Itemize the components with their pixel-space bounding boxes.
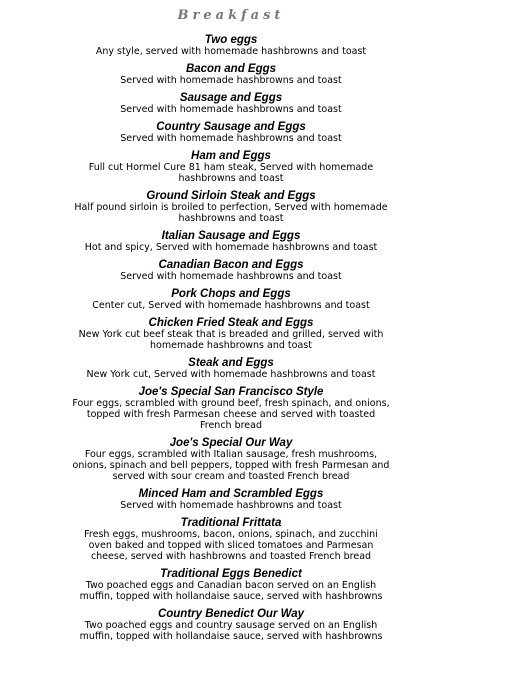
menu-item-name: Two eggs xyxy=(204,34,258,46)
menu-item xyxy=(0,259,462,282)
menu-item xyxy=(0,437,462,482)
menu-item xyxy=(0,517,462,562)
menu-item xyxy=(0,230,462,253)
menu-item xyxy=(0,608,462,642)
menu-item xyxy=(0,190,462,224)
menu-item xyxy=(0,288,462,311)
menu-item-description: Center cut, Served with homemade hashbrowns and toast xyxy=(92,300,370,311)
menu-item-description: Any style, served with homemade hashbrowns and toast xyxy=(95,46,367,57)
section-title: Breakfast xyxy=(177,8,285,23)
menu-item-name: Chicken Fried Steak and Eggs xyxy=(148,317,314,329)
menu-item-name: Italian Sausage and Eggs xyxy=(161,230,301,242)
menu-item-description: Served with homemade hashbrowns and toast xyxy=(120,271,342,282)
menu-item-name: Ground Sirloin Steak and Eggs xyxy=(146,190,316,202)
menu-item-description: Two poached eggs and country sausage served on an English muffin, topped with hollandaise sauce, served with hashbrowns xyxy=(79,620,383,642)
menu-item-name: Country Benedict Our Way xyxy=(157,608,305,620)
menu-item-description: Four eggs, scrambled with Italian sausage, fresh mushrooms, onions, spinach and bell peppers, topped with fresh Parmesan and served with sour cream and toasted French bread xyxy=(72,449,390,482)
menu-item-name: Minced Ham and Scrambled Eggs xyxy=(138,488,324,500)
menu-item-description: Fresh eggs, mushrooms, bacon, onions, spinach, and zucchini oven baked and topped with sliced tomatoes and Parmesan cheese, served with hashbrowns and toasted French bread xyxy=(84,529,378,562)
menu-item xyxy=(0,92,462,115)
menu-item-description: Hot and spicy, Served with homemade hashbrowns and toast xyxy=(84,242,378,253)
menu-item-description: Full cut Hormel Cure 81 ham steak, Served with homemade hashbrowns and toast xyxy=(88,162,374,184)
menu-item-name: Sausage and Eggs xyxy=(179,92,283,104)
menu-item xyxy=(0,150,462,184)
menu-item xyxy=(0,121,462,144)
menu-item xyxy=(0,357,462,380)
menu-item-description: New York cut, Served with homemade hashbrowns and toast xyxy=(86,369,376,380)
menu-item xyxy=(0,317,462,351)
menu-item-name: Traditional Frittata xyxy=(180,517,282,529)
menu-item-name: Joe's Special Our Way xyxy=(169,437,293,449)
menu-item xyxy=(0,568,462,602)
menu-item-description: Four eggs, scrambled with ground beef, fresh spinach, and onions, topped with fresh Parmesan cheese and served with toasted French bread xyxy=(72,398,390,431)
menu-list xyxy=(0,34,462,648)
menu-item xyxy=(0,34,462,57)
menu-item xyxy=(0,386,462,431)
menu-item-description: Served with homemade hashbrowns and toast xyxy=(120,104,342,115)
menu-item-description: Served with homemade hashbrowns and toast xyxy=(120,500,342,511)
menu-item-description: Two poached eggs and Canadian bacon served on an English muffin, topped with hollandaise sauce, served with hashbrowns xyxy=(79,580,383,602)
menu-item xyxy=(0,63,462,86)
menu-item-name: Pork Chops and Eggs xyxy=(171,288,291,300)
menu-item-description: Served with homemade hashbrowns and toast xyxy=(120,133,342,144)
menu-item-name: Steak and Eggs xyxy=(188,357,274,369)
menu-item-name: Joe's Special San Francisco Style xyxy=(138,386,324,398)
menu-item-description: Served with homemade hashbrowns and toast xyxy=(120,75,342,86)
menu-item-name: Traditional Eggs Benedict xyxy=(160,568,302,580)
menu-item xyxy=(0,488,462,511)
menu-item-name: Ham and Eggs xyxy=(191,150,271,162)
menu-item-name: Canadian Bacon and Eggs xyxy=(158,259,304,271)
menu-item-name: Bacon and Eggs xyxy=(185,63,277,75)
menu-item-description: Half pound sirloin is broiled to perfection, Served with homemade hashbrowns and toast xyxy=(74,202,388,224)
menu-item-description: New York cut beef steak that is breaded and grilled, served with homemade hashbrowns and toast xyxy=(78,329,384,351)
menu-item-name: Country Sausage and Eggs xyxy=(156,121,306,133)
